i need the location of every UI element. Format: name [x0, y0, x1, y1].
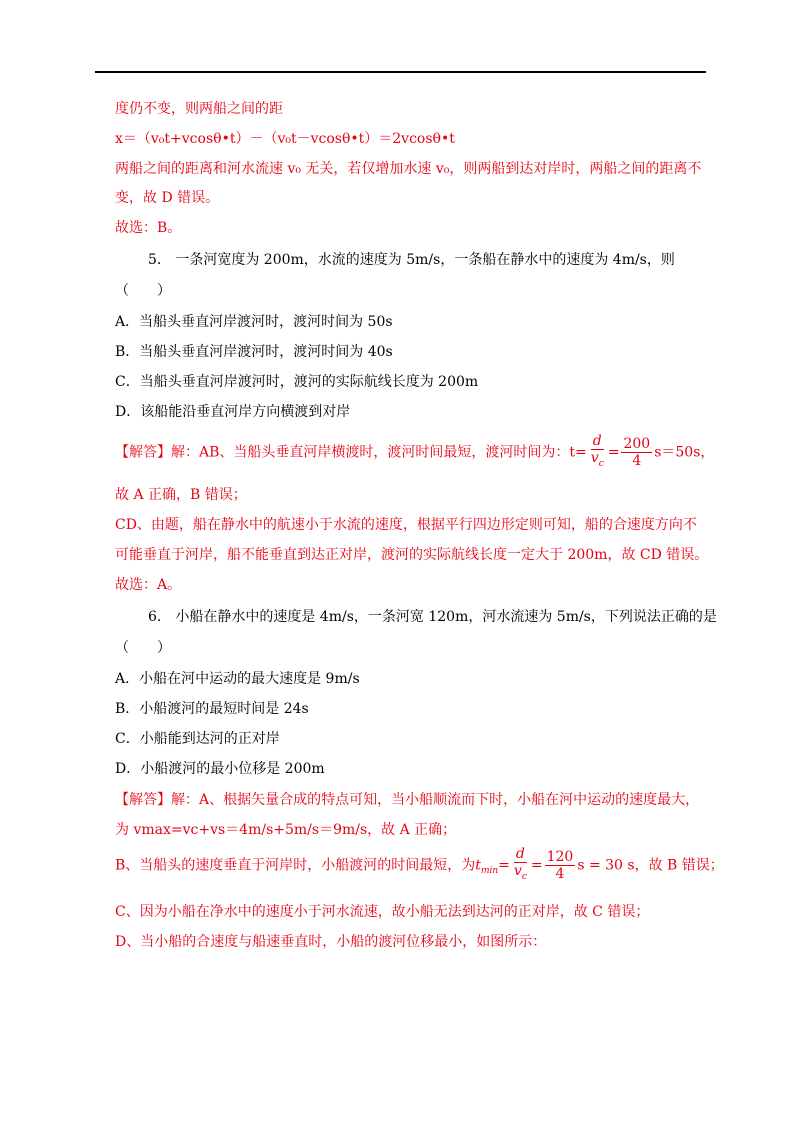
q6-t-sub: min — [480, 866, 499, 877]
q6-answer-text: 解：A、根据矢量合成的特点可知，当小船顺流而下时，小船在河中运动的速度最大， — [171, 792, 700, 808]
q6-answer-tag: 【解答】 — [115, 792, 171, 808]
q5-f1-den-sub: c — [598, 458, 604, 469]
q5-fraction-200-4 — [621, 436, 652, 469]
q5-answer-text: 解：AB、当船头垂直河岸横渡时，渡河时间最短，渡河时间为：t= — [171, 444, 587, 461]
cont-line-4: 变，故 D 错误。 — [115, 190, 220, 206]
q5-f2-den: 4 — [632, 452, 642, 469]
q5-answer-line-5: 故选：A。 — [115, 577, 182, 593]
q5-answer-line-3: CD、由题，船在静水中的航速小于水流的速度，根据平行四边形定则可知，船的合速度方向不 — [115, 517, 697, 533]
q6-fraction-d-vc — [512, 846, 529, 885]
q5-option-c: C．当船头垂直河岸渡河时，渡河的实际航线长度为 200m — [115, 374, 479, 390]
q5-answer-line-2: 故 A 正确，B 错误； — [115, 487, 247, 503]
q5-answer-line-1: 【解答】解：AB、当船头垂直河岸横渡时，渡河时间最短，渡河时间为：t= $\frac{d}{v_c}$ = $\frac{200}{4}$ s＝50s， — [115, 433, 714, 472]
q6-f4-den: 4 — [555, 865, 565, 882]
q5-f1-den: v — [590, 450, 599, 466]
q6-f3-den-sub: c — [521, 871, 527, 882]
q6-stem: 6. 小船在静水中的速度是 4m/s，一条河宽 120m，河水流速为 5m/s，下列说法正确的是 — [148, 609, 717, 625]
q6-option-a: A．小船在河中运动的最大速度是 9m/s — [115, 671, 360, 687]
q5-option-a: A．当船头垂直河岸渡河时，渡河时间为 50s — [115, 314, 393, 330]
q6-answer-line-1 — [115, 791, 699, 809]
q5-stem: 5. 一条河宽度为 200m，水流的速度为 5m/s，一条船在静水中的速度为 4m/s，则 — [148, 252, 675, 268]
q6-answer-line-3: B、当船头的速度垂直于河岸时，小船渡河的时间最短，为$t_{min}=$ $\frac{d}{v_c}$ = $\frac{120}{4}$ s = 30 s，故 B 错误； — [115, 846, 724, 889]
q6-option-d: D．小船渡河的最小位移是 200m — [115, 761, 325, 777]
q5-option-b: B．当船头垂直河岸渡河时，渡河时间为 40s — [115, 344, 393, 360]
q5-f2-num: 200 — [623, 435, 651, 452]
cont-line-1: 度仍不变，则两船之间的距 — [115, 101, 283, 117]
q6-option-b: B．小船渡河的最短时间是 24s — [115, 701, 309, 717]
q5-stem-paren: （ ） — [115, 283, 171, 299]
q6-t-symbol: t — [475, 857, 481, 874]
q5-fraction-d-vc — [589, 433, 606, 472]
q6-f3-den: v — [513, 863, 522, 879]
q6-f3-num: d — [515, 846, 525, 862]
q6-f4-num: 120 — [546, 848, 574, 865]
q6-answer-b-text: B、当船头的速度垂直于河岸时，小船渡河的时间最短，为 — [115, 857, 476, 874]
cont-line-2: x＝（v₀t+vcosθ•t）－（v₀t－vcosθ•t）＝2vcosθ•t — [115, 131, 455, 147]
cont-line-5: 故选：B。 — [115, 220, 182, 236]
q6-fraction-120-4 — [545, 849, 576, 882]
q6-answer-line-5: D、当小船的合速度与船速垂直时，小船的渡河位移最小，如图所示： — [115, 934, 547, 950]
header-rule — [95, 71, 706, 73]
q5-option-d: D．该船能沿垂直河岸方向横渡到对岸 — [115, 404, 351, 420]
q6-option-c: C．小船能到达河的正对岸 — [115, 731, 280, 747]
q6-stem-paren: （ ） — [115, 640, 171, 656]
cont-line-3: 两船之间的距离和河水流速 v₀ 无关，若仅增加水速 v₀，则两船到达对岸时，两船之间的距离不 — [115, 161, 702, 177]
q5-answer-tag: 【解答】 — [115, 444, 171, 461]
q5-answer-tail: s＝50s， — [654, 444, 715, 461]
q5-f1-num: d — [592, 433, 602, 449]
q6-answer-line-4: C、因为小船在净水中的速度小于河水流速，故小船无法到达河的正对岸，故 C 错误； — [115, 904, 650, 920]
q6-answer-line-2: 为 vmax=vc+vs＝4m/s+5m/s＝9m/s，故 A 正确； — [115, 822, 457, 838]
q6-answer-b-tail: s = 30 s，故 B 错误； — [577, 857, 724, 874]
q5-answer-line-4: 可能垂直于河岸，船不能垂直到达正对岸，渡河的实际航线长度一定大于 200m，故 CD 错误。 — [115, 547, 709, 563]
